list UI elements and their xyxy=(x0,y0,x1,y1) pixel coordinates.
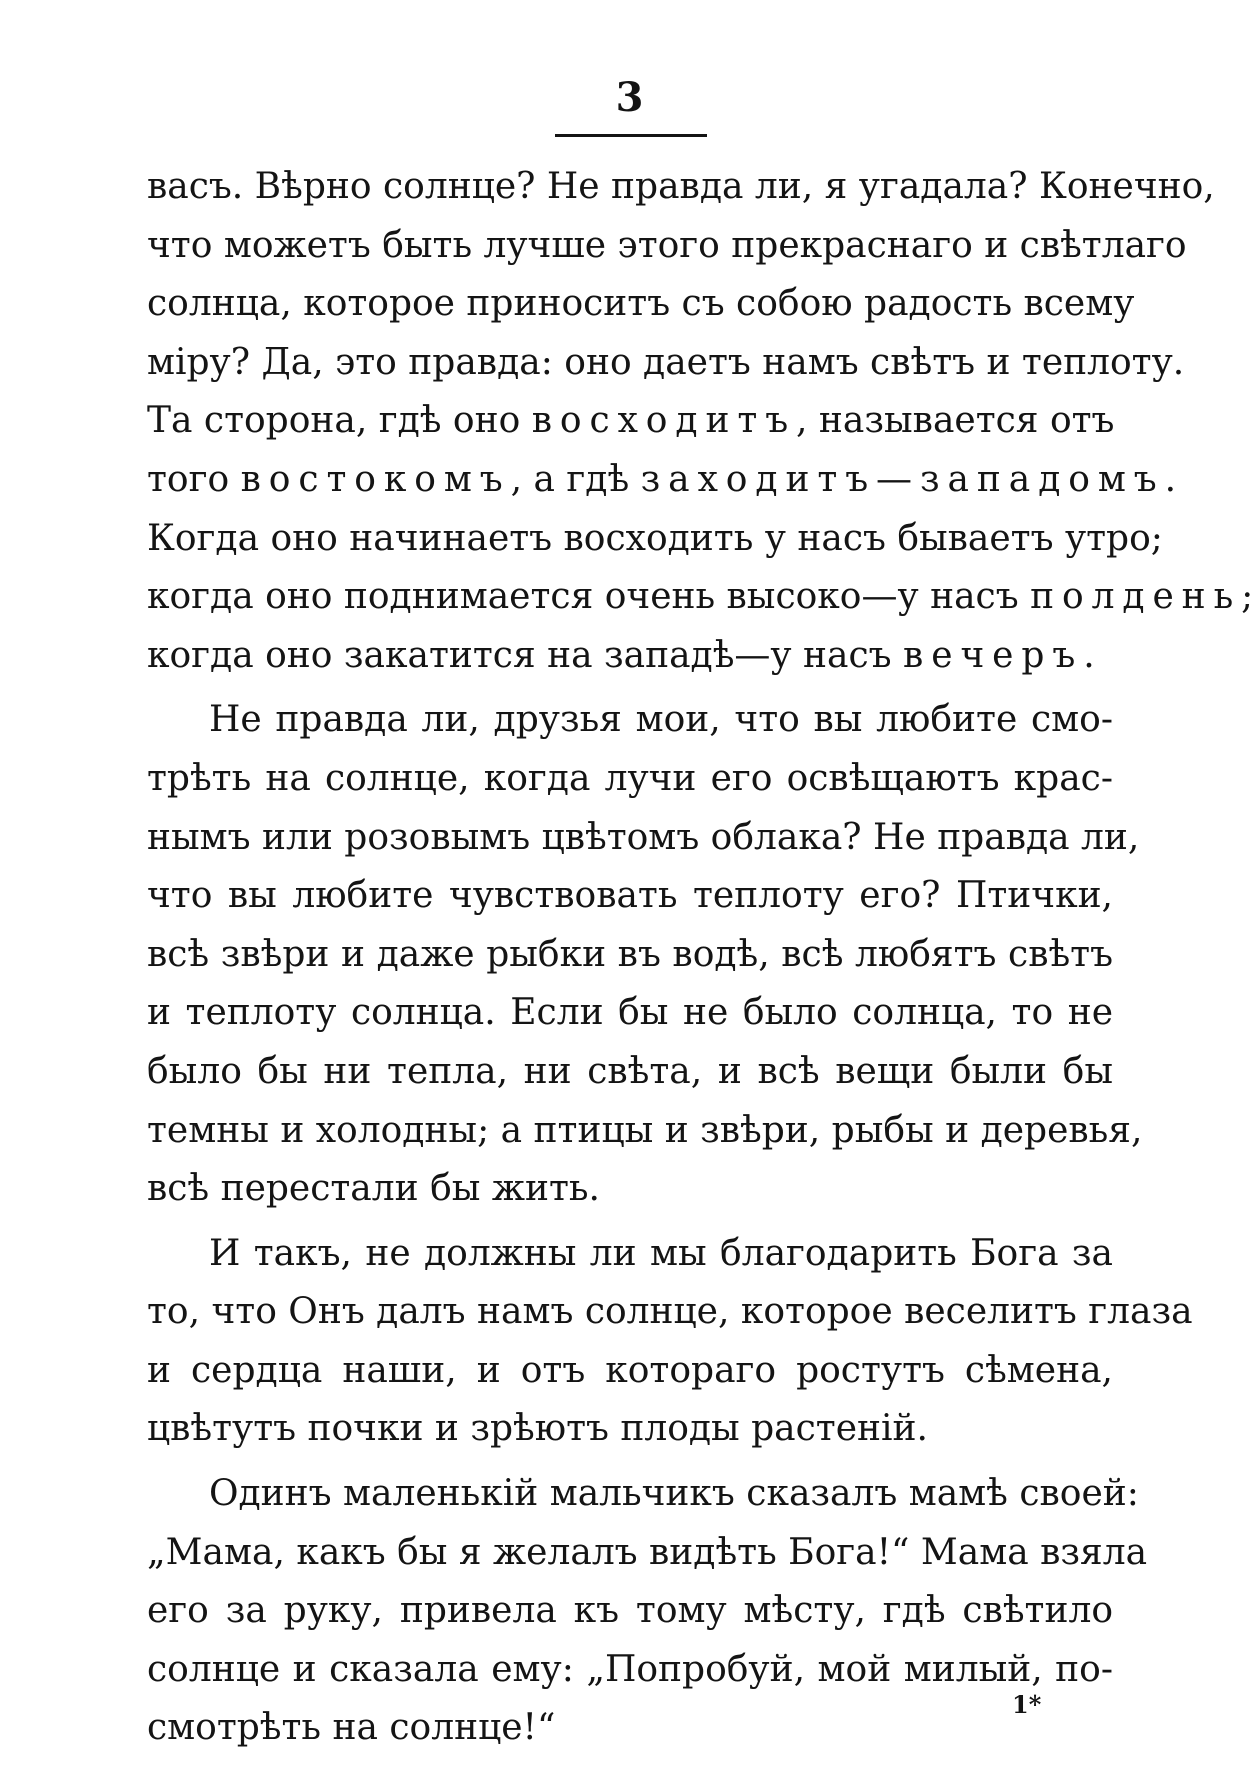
text-line xyxy=(147,217,1187,276)
line-text: то, что Онъ далъ намъ солнце, которое веселитъ глаза xyxy=(147,1291,1193,1333)
text-line xyxy=(147,1641,1113,1700)
text-line xyxy=(147,275,1135,334)
text-line xyxy=(147,1225,1113,1284)
text-line xyxy=(147,1102,1143,1161)
spaced-term: заходитъ—западомъ xyxy=(640,458,1165,500)
line-text: . xyxy=(1164,458,1177,500)
signature-mark: 1* xyxy=(1012,1690,1042,1719)
text-line xyxy=(147,568,1254,627)
line-text: Та сторона, гдѣ оно xyxy=(147,400,532,442)
header-rule xyxy=(555,134,707,137)
text-line xyxy=(147,1524,1148,1583)
line-text: Не правда ли, друзья мои, что вы любите смо- xyxy=(209,699,1113,741)
text-line xyxy=(147,158,1215,217)
text-line xyxy=(147,334,1185,393)
line-text: что вы любите чувствовать теплоту его? Птички, xyxy=(147,875,1113,917)
paragraph xyxy=(147,158,1254,685)
line-text: было бы ни тепла, ни свѣта, и всѣ вещи были бы xyxy=(147,1050,1113,1092)
text-line xyxy=(147,1043,1113,1102)
line-text: , называется отъ xyxy=(796,400,1115,442)
line-text: нымъ или розовымъ цвѣтомъ облака? Не правда ли, xyxy=(147,816,1140,858)
spaced-term: вечеръ xyxy=(903,634,1084,676)
text-line xyxy=(147,1465,1139,1524)
text-line xyxy=(147,451,1177,510)
line-text: солнца, которое приноситъ съ собою радость всему xyxy=(147,283,1135,325)
line-text: И такъ, не должны ли мы благодарить Бога за xyxy=(209,1232,1113,1274)
line-text: Когда оно начинаетъ восходить у насъ бываетъ утро; xyxy=(147,517,1163,559)
line-text: трѣть на солнце, когда лучи его освѣщаютъ крас- xyxy=(147,757,1113,799)
line-text: и теплоту солнца. Если бы не было солнца, то не xyxy=(147,992,1113,1034)
line-text: темны и холодны; а птицы и звѣри, рыбы и деревья, xyxy=(147,1109,1143,1151)
page-number: 3 xyxy=(615,74,644,121)
line-text: всѣ звѣри и даже рыбки въ водѣ, всѣ любятъ свѣтъ xyxy=(147,933,1113,975)
text-line xyxy=(147,691,1113,750)
text-line xyxy=(147,1342,1113,1401)
paragraph xyxy=(147,691,1143,1218)
line-text: Одинъ маленькій мальчикъ сказалъ мамѣ своей: xyxy=(209,1473,1139,1515)
text-line xyxy=(147,1582,1113,1641)
text-line xyxy=(147,1283,1193,1342)
line-text: и сердца наши, и отъ котораго ростутъ сѣмена, xyxy=(147,1349,1113,1391)
text-line xyxy=(147,984,1113,1043)
line-text: что можетъ быть лучше этого прекраснаго и свѣтлаго xyxy=(147,224,1187,266)
line-text: солнце и сказала ему: „Попробуй, мой милый, по- xyxy=(147,1648,1113,1690)
line-text: , а гдѣ xyxy=(510,458,641,500)
line-text: ; xyxy=(1241,576,1254,618)
text-line xyxy=(147,1400,1113,1459)
line-text: всѣ перестали бы жить. xyxy=(147,1168,600,1210)
spaced-term: восходитъ xyxy=(531,400,797,442)
text-line xyxy=(147,926,1113,985)
line-text: смотрѣть на солнце!“ xyxy=(147,1707,556,1749)
text-line xyxy=(147,1160,1113,1219)
line-text: міру? Да, это правда: оно даетъ намъ свѣтъ и теплоту. xyxy=(147,341,1185,383)
body-text xyxy=(147,158,1254,1758)
text-line xyxy=(147,750,1113,809)
paragraph xyxy=(147,1465,1148,1758)
text-line xyxy=(147,392,1113,451)
line-text: того xyxy=(147,458,241,500)
paragraph xyxy=(147,1225,1193,1459)
text-line xyxy=(147,627,1113,686)
text-line xyxy=(147,809,1140,868)
line-text: „Мама, какъ бы я желалъ видѣть Бога!“ Мама взяла xyxy=(147,1531,1148,1573)
line-text: когда оно закатится на западѣ—у насъ xyxy=(147,634,904,676)
line-text: . xyxy=(1083,634,1095,676)
line-text: цвѣтутъ почки и зрѣютъ плоды растеній. xyxy=(147,1408,928,1450)
text-line xyxy=(147,510,1163,569)
line-text: когда оно поднимается очень высоко—у насъ xyxy=(147,576,1031,618)
spaced-term: востокомъ xyxy=(240,458,511,500)
text-line xyxy=(147,1699,1113,1758)
line-text: его за руку, привела къ тому мѣсту, гдѣ свѣтило xyxy=(147,1590,1113,1632)
spaced-term: полдень xyxy=(1030,576,1242,618)
text-line xyxy=(147,867,1113,926)
line-text: васъ. Вѣрно солнце? Не правда ли, я угадала? Конечно, xyxy=(147,166,1215,207)
